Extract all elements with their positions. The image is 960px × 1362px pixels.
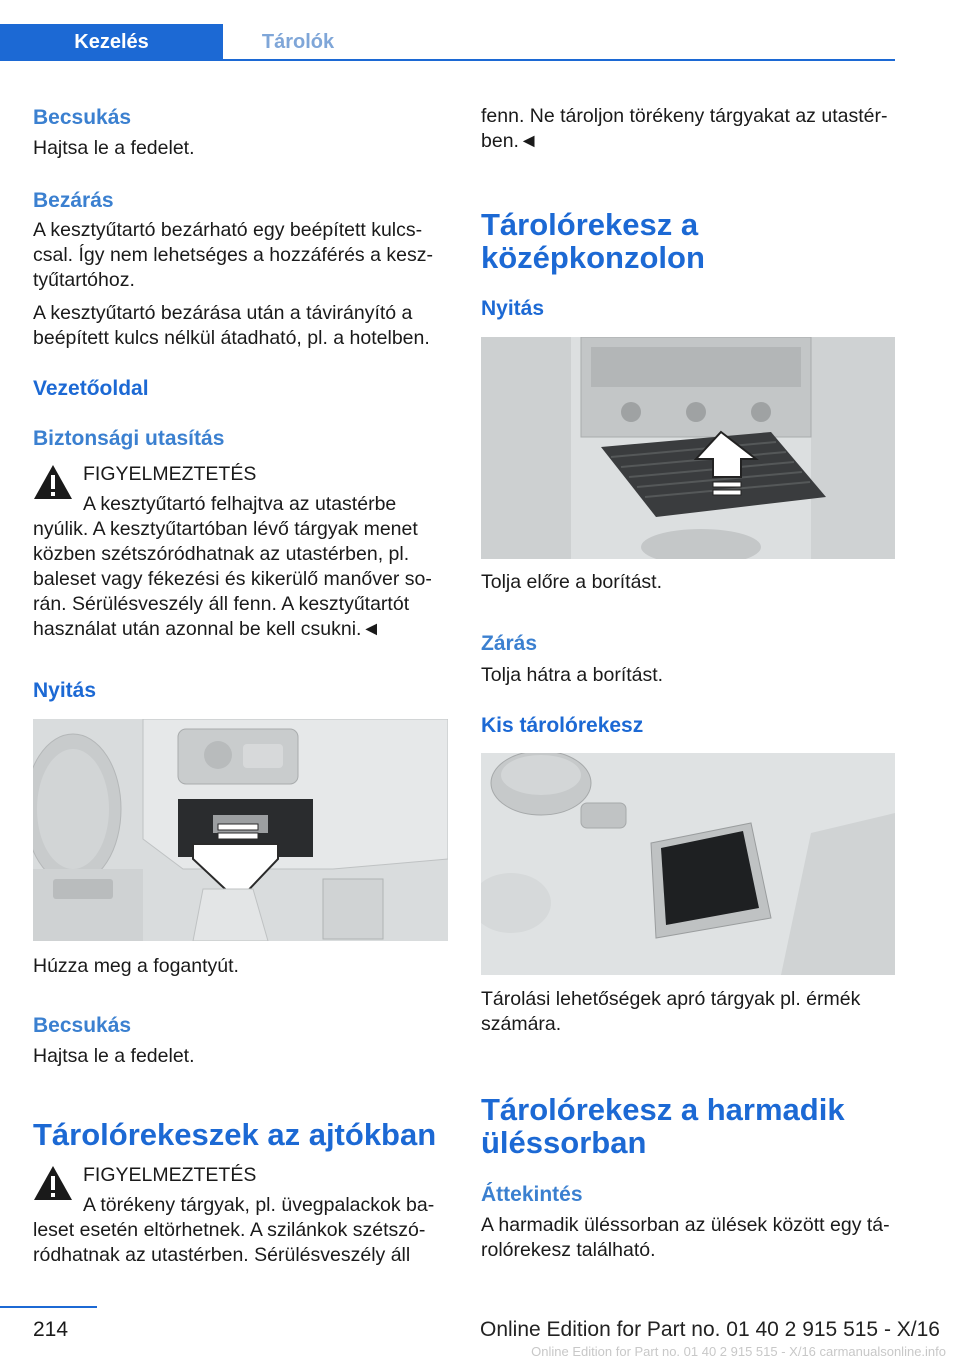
heading-nyitas: Nyitás bbox=[33, 679, 97, 702]
heading-ajtok: Tárolórekeszek az ajtókban bbox=[33, 1117, 437, 1152]
footer-divider bbox=[0, 1306, 97, 1308]
heading-harmadik: Tárolórekesz a harmadik üléssorban bbox=[481, 1092, 845, 1160]
heading-nyitas-right: Nyitás bbox=[481, 297, 545, 320]
header-tabs bbox=[0, 24, 895, 62]
caption-image-3: Tárolási lehetőségek apró tárgyak pl. érmék számára. bbox=[481, 988, 861, 1035]
edition-text: Online Edition for Part no. 01 40 2 915 515 - X/16 bbox=[480, 1318, 940, 1341]
heading-kozepkonzol: Tárolórekesz a középkonzolon bbox=[481, 207, 705, 275]
warning-block-1 bbox=[33, 462, 448, 652]
heading-becsukas-2: Becsukás bbox=[33, 1014, 132, 1037]
heading-zaras: Zárás bbox=[481, 632, 538, 655]
text-becsukas-2: Hajtsa le a fedelet. bbox=[33, 1045, 195, 1067]
text-continuation: fenn. Ne tároljon törékeny tárgyakat az utastér-ben.◄ bbox=[481, 105, 888, 152]
warning-title: FIGYELMEZTETÉS bbox=[83, 463, 257, 485]
warning-text: A kesztyűtartó felhajtva az utastérbe nyúlik. A kesztyűtartóban lévő tárgyak menet közben szétszóródhatnak az utastérben, pl. baleset vagy fékezési és kikerülő manőver so-rán. Sérülésveszély áll fenn. A kesztyűtartót használat után azonnal be kell csukni.◄ bbox=[33, 493, 432, 640]
warning-block-2 bbox=[33, 1163, 448, 1283]
caption-image-1: Húzza meg a fogantyút. bbox=[33, 955, 239, 977]
header-divider bbox=[0, 59, 895, 61]
text-becsukas: Hajtsa le a fedelet. bbox=[33, 137, 195, 159]
text-bezaras-1: A kesztyűtartó bezárható egy beépített kulcs-csal. Így nem lehetséges a hozzáférés a kesz-tyűtartóhoz. bbox=[33, 219, 433, 291]
heading-biztonsagi: Biztonsági utasítás bbox=[33, 427, 225, 450]
heading-becsukas: Becsukás bbox=[33, 106, 132, 129]
page-number: 214 bbox=[33, 1318, 69, 1341]
heading-attekintes: Áttekintés bbox=[481, 1183, 583, 1206]
console-storage-illustration bbox=[481, 337, 895, 559]
tab-tarolok[interactable]: Tárolók bbox=[261, 31, 335, 53]
text-zaras: Tolja hátra a borítást. bbox=[481, 664, 664, 686]
heading-kis-tarolorekesz: Kis tárolórekesz bbox=[481, 714, 644, 737]
warning-text: A törékeny tárgyak, pl. üvegpalackok ba-leset esetén eltörhetnek. A szilánkok szétszó-ródhatnak az utastérben. Sérülésveszély áll bbox=[33, 1194, 435, 1266]
glovebox-opening-illustration bbox=[33, 719, 448, 941]
heading-vezetooldal: Vezetőoldal bbox=[33, 377, 149, 400]
watermark: Online Edition for Part no. 01 40 2 915 515 - X/16 carmanualsonline.info bbox=[531, 1344, 946, 1359]
heading-bezaras: Bezárás bbox=[33, 189, 114, 212]
text-bezaras-2: A kesztyűtartó bezárása után a távirányító a beépített kulcs nélkül átadható, pl. a hotelben. bbox=[33, 302, 430, 349]
tab-kezeles[interactable]: Kezelés bbox=[0, 24, 223, 61]
caption-image-2: Tolja előre a borítást. bbox=[481, 571, 663, 593]
text-attekintes: A harmadik üléssorban az ülések között egy tá-rolórekesz található. bbox=[481, 1214, 890, 1261]
small-storage-illustration bbox=[481, 753, 895, 975]
warning-title: FIGYELMEZTETÉS bbox=[83, 1164, 257, 1186]
